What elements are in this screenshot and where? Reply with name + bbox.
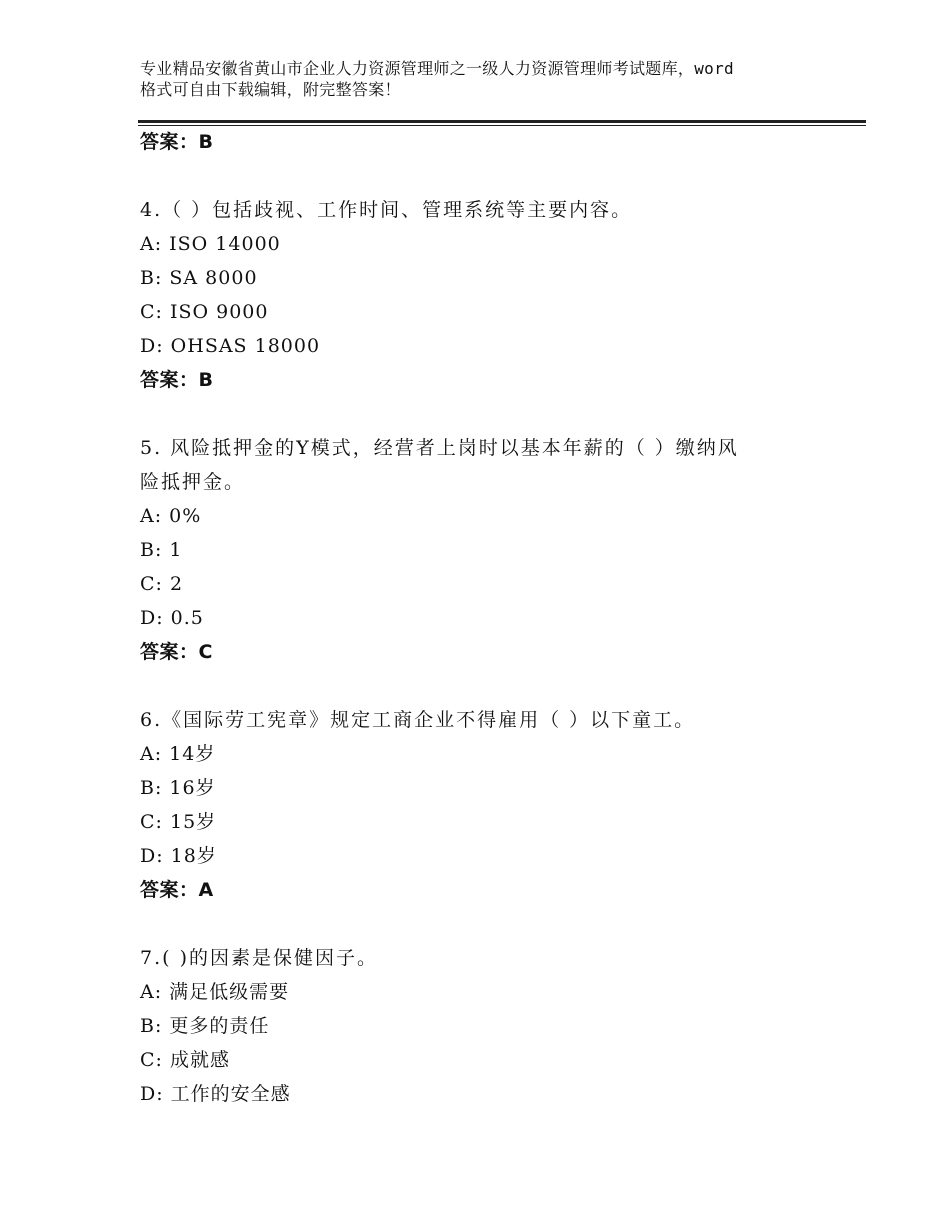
answer-label: 答案：C [140,641,213,663]
question-list [140,125,820,1111]
option-d: D: 0.5 [140,607,204,629]
question-6 [140,703,820,907]
option-c: C: 成就感 [140,1049,230,1071]
question-stem: 5. 风险抵押金的Y模式，经营者上岗时以基本年薪的（ ）缴纳风 [140,437,739,459]
header-line-2: 格式可自由下载编辑，附完整答案！ [140,80,401,99]
header-divider [138,120,866,123]
question-5 [140,431,820,669]
option-d: D: 18岁 [140,845,217,867]
previous-answer: 答案：B [140,131,214,153]
answer-label: 答案：B [140,369,214,391]
option-c: C: 2 [140,573,184,595]
question-stem-continued: 险抵押金。 [140,471,246,493]
question-stem: 4.（ ）包括歧视、工作时间、管理系统等主要内容。 [140,199,633,221]
document-header [140,58,830,100]
option-c: C: ISO 9000 [140,301,269,323]
option-a: A: 14岁 [140,743,216,765]
option-a: A: 0% [140,505,202,527]
option-d: D: OHSAS 18000 [140,335,321,357]
option-d: D: 工作的安全感 [140,1083,291,1105]
option-c: C: 15岁 [140,811,217,833]
option-b: B: 更多的责任 [140,1015,270,1037]
option-a: A: 满足低级需要 [140,981,290,1003]
question-stem: 6.《国际劳工宪章》规定工商企业不得雇用（ ）以下童工。 [140,709,696,731]
question-stem: 7.( )的因素是保健因子。 [140,947,378,969]
question-4 [140,193,820,397]
answer-label: 答案：A [140,879,214,901]
option-b: B: 16岁 [140,777,216,799]
header-line-1: 专业精品安徽省黄山市企业人力资源管理师之一级人力资源管理师考试题库，word [140,59,734,78]
option-b: B: 1 [140,539,183,561]
option-b: B: SA 8000 [140,267,258,289]
question-7 [140,941,820,1111]
option-a: A: ISO 14000 [140,233,281,255]
